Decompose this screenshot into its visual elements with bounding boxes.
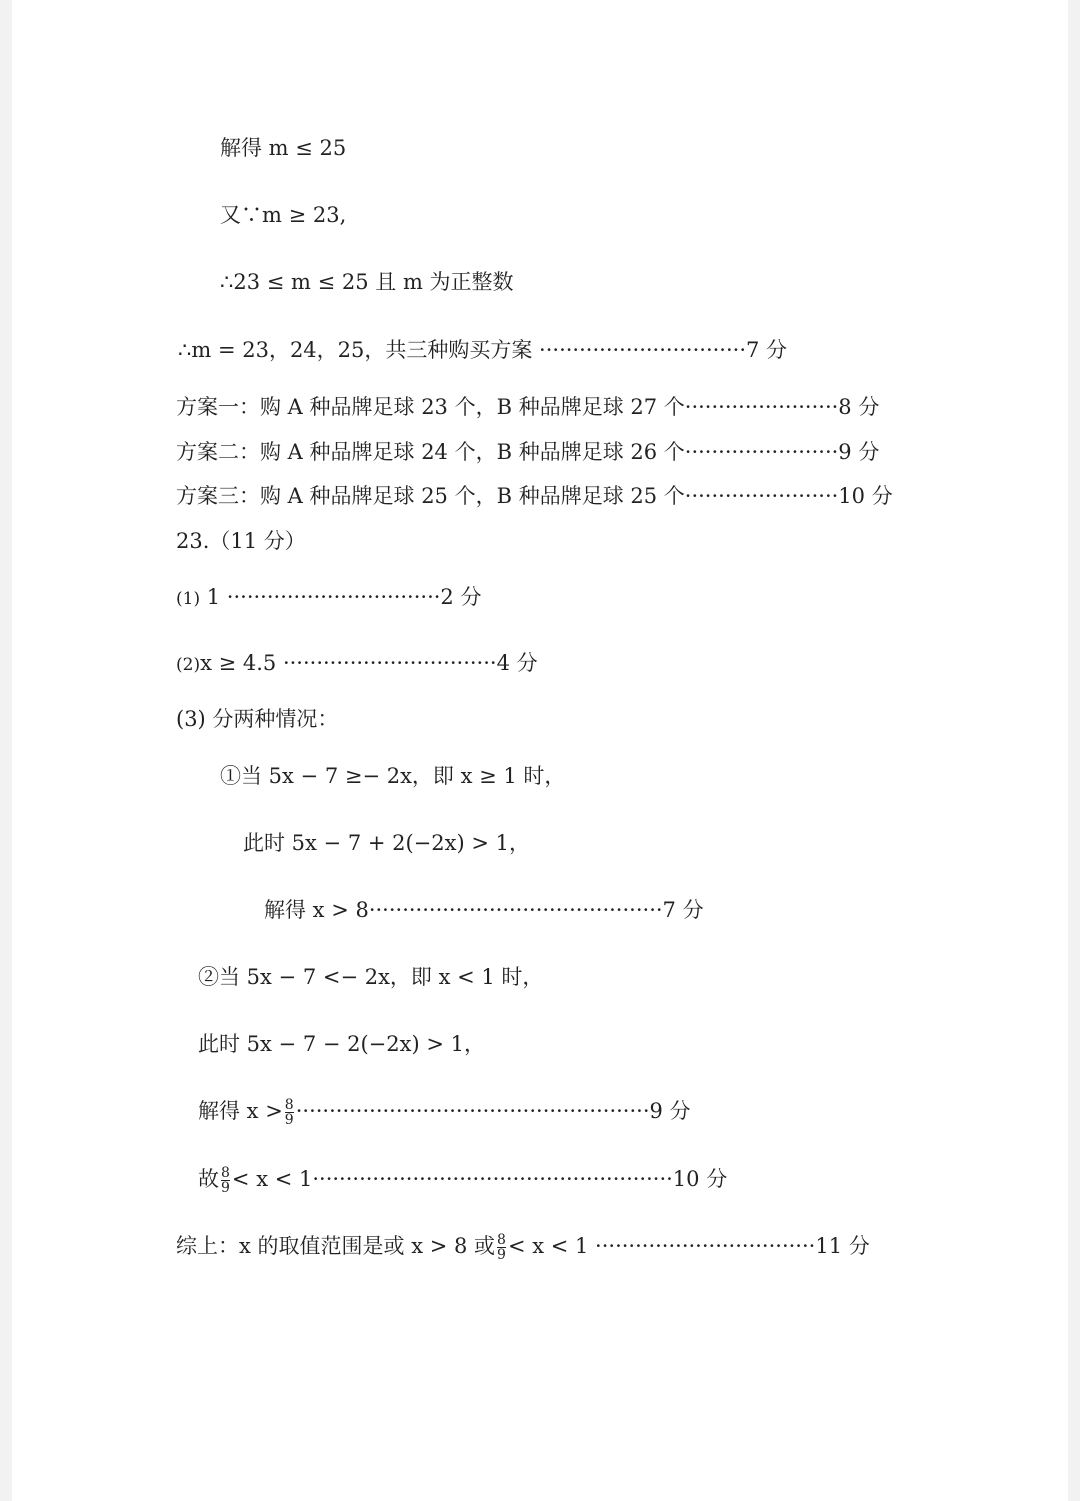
fraction-numerator: 8: [497, 1232, 506, 1248]
case-2-solution-suffix: ·····················································9 分: [295, 1099, 691, 1123]
part-2-answer: x ≥ 4.5 ································4 分: [200, 651, 538, 675]
case-2-solution-prefix: 解得 x >: [198, 1099, 283, 1123]
case-1-solution: 解得 x > 8············································7 分: [264, 898, 704, 922]
answer-sheet-page: [12, 0, 1068, 1501]
case-2-range: [198, 1165, 727, 1195]
fraction-eight-ninths: [497, 1233, 506, 1262]
plan-two-line: 方案二：购 A 种品牌足球 24 个，B 种品牌足球 26 个·······················9 分: [176, 440, 880, 464]
fraction-denominator: 9: [284, 1112, 294, 1128]
case-2-condition: ②当 5x − 7 <− 2x，即 x < 1 时，: [198, 965, 544, 989]
case-2-inequality: 此时 5x − 7 − 2(−2x) > 1，: [198, 1032, 485, 1056]
case-1-condition: ①当 5x − 7 ≥− 2x，即 x ≥ 1 时，: [220, 764, 566, 788]
case-2-range-suffix: < x < 1······················································10 分: [231, 1167, 728, 1191]
case-2-range-prefix: 故: [198, 1167, 219, 1191]
m-values-line: ∴m = 23，24，25，共三种购买方案 ·······························7 分: [178, 338, 788, 362]
fraction-denominator: 9: [221, 1180, 230, 1196]
fraction-denominator: 9: [497, 1247, 506, 1263]
summary-prefix: 综上：x 的取值范围是或 x > 8 或: [176, 1234, 496, 1258]
case-2-solution: [198, 1097, 691, 1127]
part-2-label: (2): [176, 655, 201, 675]
m-range-line: ∴23 ≤ m ≤ 25 且 m 为正整数: [220, 270, 514, 294]
case-1-inequality: 此时 5x − 7 + 2(−2x) > 1，: [243, 831, 530, 855]
plan-one-line: 方案一：购 A 种品牌足球 23 个，B 种品牌足球 27 个·······················8 分: [176, 395, 880, 419]
given-m-line: 又∵m ≥ 23,: [220, 203, 347, 227]
plan-three-line: 方案三：购 A 种品牌足球 25 个，B 种品牌足球 25 个·······················10 分: [176, 484, 893, 508]
fraction-eight-ninths: [285, 1098, 294, 1127]
part-1-answer: 1 ································2 分: [200, 585, 482, 609]
part-3-heading: (3) 分两种情况：: [176, 707, 339, 731]
solve-m-line: 解得 m ≤ 25: [220, 136, 347, 160]
fraction-numerator: 8: [221, 1165, 230, 1181]
part-1-line: [176, 583, 481, 613]
part-1-label: (1): [176, 589, 201, 609]
summary-suffix: < x < 1 ·································11 分: [507, 1234, 870, 1258]
summary-line: [176, 1232, 870, 1262]
part-2-line: [176, 649, 538, 679]
question-23-heading: 23.（11 分）: [176, 529, 306, 553]
fraction-eight-ninths: [221, 1166, 230, 1195]
fraction-numerator: 8: [284, 1097, 294, 1113]
